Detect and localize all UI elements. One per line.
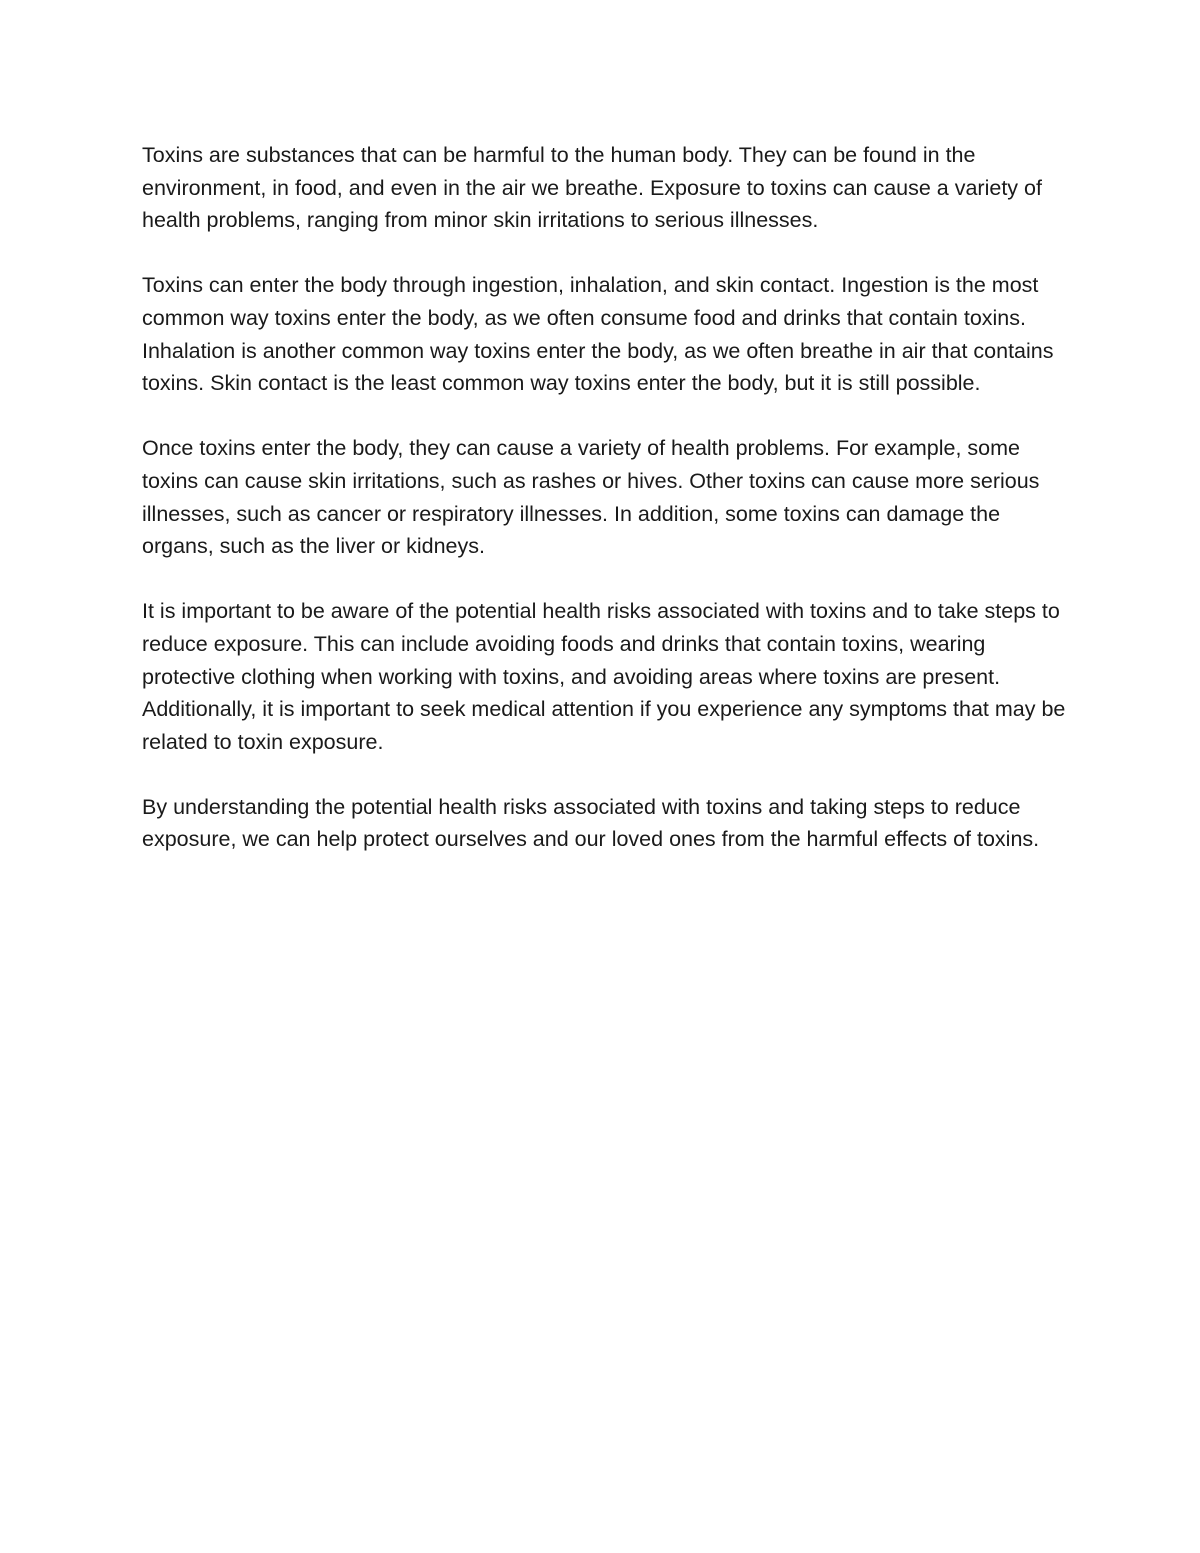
paragraph-4: It is important to be aware of the potential health risks associated with toxins and to take steps to reduce exposure. This can include avoiding foods and drinks that contain toxins, wearing protective clothing when working with toxins, and avoiding areas where toxins are present. Additionally, it is important to seek medical attention if you experience any symptoms that may be related to toxin exposure. [142, 599, 1066, 754]
paragraph-2: Toxins can enter the body through ingestion, inhalation, and skin contact. Ingestion is the most common way toxins enter the body, as we often consume food and drinks that contain toxins. Inhalation is another common way toxins enter the body, as we often breathe in air that contains toxins. Skin contact is the least common way toxins enter the body, but it is still possible. [142, 273, 1054, 396]
paragraph-5: By understanding the potential health risks associated with toxins and taking steps to reduce exposure, we can help protect ourselves and our loved ones from the harmful effects of toxins. [142, 794, 1040, 852]
paragraph-1: Toxins are substances that can be harmful to the human body. They can be found in the environment, in food, and even in the air we breathe. Exposure to toxins can cause a variety of health problems, ranging from minor skin irritations to serious illnesses. [142, 143, 1042, 233]
document-body [142, 139, 1066, 889]
paragraph-3: Once toxins enter the body, they can cause a variety of health problems. For example, some toxins can cause skin irritations, such as rashes or hives. Other toxins can cause more serious illnesses, such as cancer or respiratory illnesses. In addition, some toxins can damage the organs, such as the liver or kidneys. [142, 436, 1040, 559]
